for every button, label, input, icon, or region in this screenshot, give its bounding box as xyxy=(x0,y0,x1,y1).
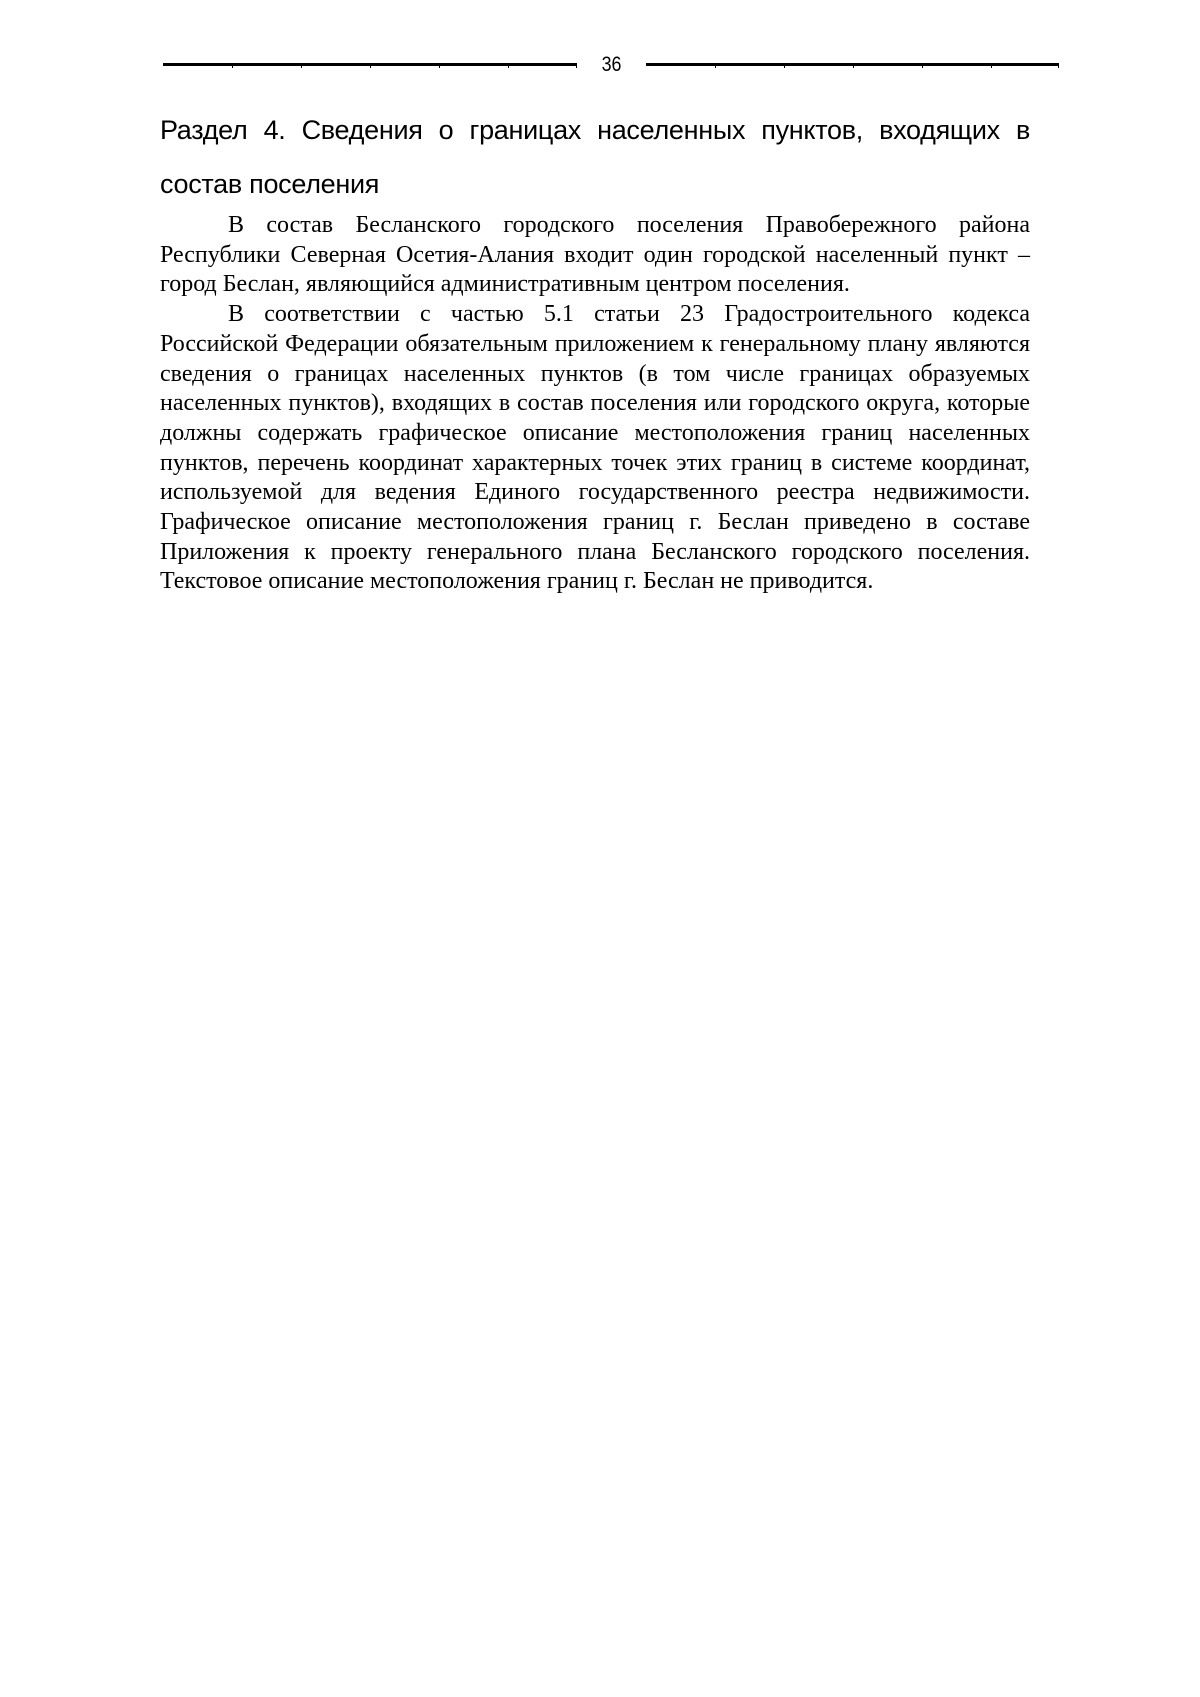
rule-tick xyxy=(508,66,509,68)
body-text xyxy=(160,211,1030,597)
header-rule-left xyxy=(163,63,577,66)
page-header xyxy=(163,50,1059,80)
paragraph: В соответствии с частью 5.1 статьи 23 Градостроительного кодекса Российской Федерации обязательным приложением к генеральному плану являются сведения о границах населенных пунктов (в том числе границах образуемых населенных пунктов), входящих в состав поселения или городского округа, которые должны содержать графическое описание местоположения границ населенных пунктов, перечень координат характерных точек этих границ в системе координат, используемой для ведения Единого государственного реестра недвижимости. Графическое описание местоположения границ г. Беслан приведено в составе Приложения к проекту генерального плана Бесланского городского поселения. Текстовое описание местоположения границ г. Беслан не приводится. xyxy=(160,301,1030,595)
rule-tick xyxy=(991,66,992,68)
rule-tick xyxy=(576,66,577,68)
rule-tick xyxy=(784,66,785,68)
rule-tick xyxy=(922,66,923,68)
rule-tick xyxy=(370,66,371,68)
rule-tick xyxy=(439,66,440,68)
rule-tick xyxy=(1058,66,1059,68)
page-number: 36 xyxy=(601,53,622,76)
rule-tick xyxy=(853,66,854,68)
header-rule-right xyxy=(646,63,1059,66)
rule-tick xyxy=(232,66,233,68)
paragraph: В состав Бесланского городского поселения Правобережного района Республики Северная Осетия-Алания входит один городской населенный пункт – город Беслан, являющийся административным центром поселения. xyxy=(160,212,1030,298)
rule-tick xyxy=(301,66,302,68)
section-heading: Раздел 4. Сведения о границах населенных пунктов, входящих в состав поселения xyxy=(160,115,1030,199)
rule-tick xyxy=(715,66,716,68)
